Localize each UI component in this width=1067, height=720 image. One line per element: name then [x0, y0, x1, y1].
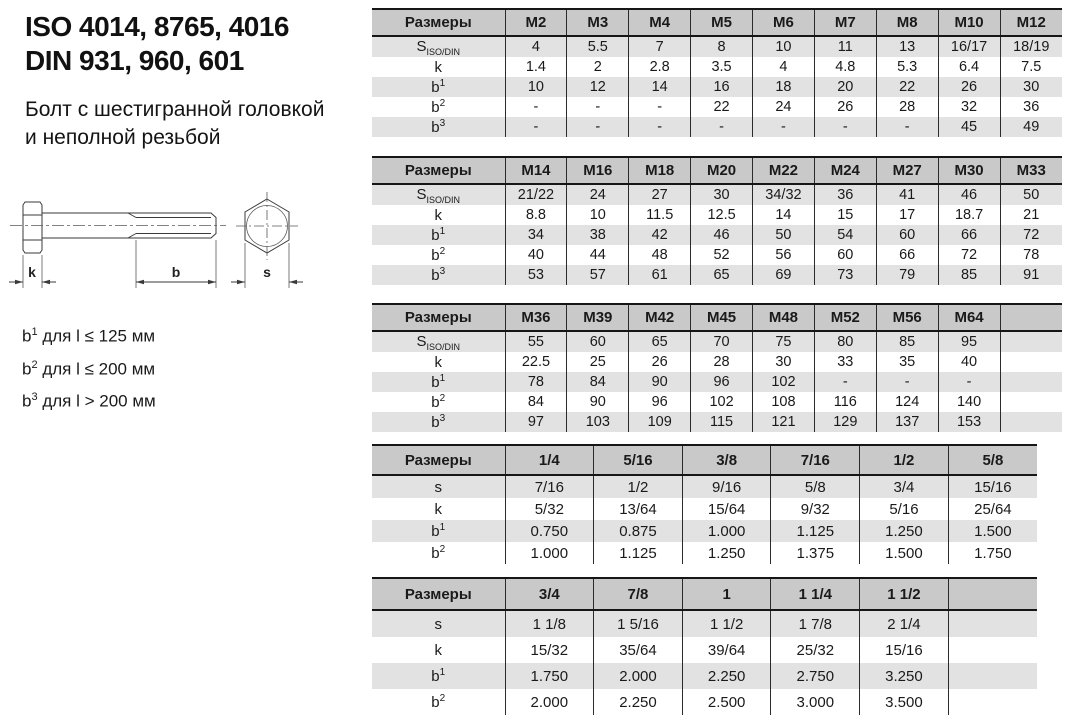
dim-value-cell: 35/64	[594, 637, 683, 663]
dim-value-cell: 46	[691, 225, 753, 245]
dim-value-cell: 5.3	[876, 57, 938, 77]
dim-value-cell: 1/2	[594, 475, 683, 498]
dim-value-cell: 2.8	[629, 57, 691, 77]
dim-value-cell: 15/16	[948, 475, 1037, 498]
row-label: $b^1$	[372, 372, 505, 392]
dim-value-cell: 56	[753, 245, 815, 265]
dim-value-cell: 36	[1000, 97, 1062, 117]
dim-value-cell: 2.000	[505, 689, 594, 715]
size-header-M33: M33	[1000, 157, 1062, 184]
dim-value-cell: 1.500	[860, 542, 949, 564]
dim-value-cell: 53	[505, 265, 567, 285]
dim-value-cell: 40	[938, 352, 1000, 372]
table-row	[372, 637, 1037, 663]
dim-value-cell	[948, 689, 1037, 715]
row-label: $b^2$	[431, 392, 446, 411]
dim-value-cell: 103	[567, 412, 629, 432]
dim-value-cell: 90	[567, 392, 629, 412]
dim-value-cell: 18.7	[938, 205, 1000, 225]
size-header-3/8: 3/8	[682, 445, 771, 475]
dim-value-cell: 3.000	[771, 689, 860, 715]
row-label: k	[434, 206, 442, 224]
size-header-M6: M6	[753, 9, 815, 36]
dim-value-cell	[948, 610, 1037, 637]
row-label: $b^2$	[431, 543, 446, 562]
dim-value-cell: 0.750	[505, 520, 594, 542]
dim-label-k: k	[28, 264, 36, 280]
dim-value-cell: 7.5	[1000, 57, 1062, 77]
table-row	[372, 184, 1062, 205]
size-header-1 1/2: 1 1/2	[860, 578, 949, 610]
dim-value-cell: 16	[691, 77, 753, 97]
dim-value-cell: 75	[753, 331, 815, 352]
size-header-M20: M20	[691, 157, 753, 184]
dim-value-cell	[1000, 352, 1062, 372]
dim-label-b: b	[171, 264, 181, 280]
dim-value-cell: -	[629, 117, 691, 137]
dim-value-cell: 91	[1000, 265, 1062, 285]
row-label: $b^3$	[372, 117, 505, 137]
table-row	[372, 475, 1037, 498]
dim-value-cell: 8.8	[505, 205, 567, 225]
size-header-1/2: 1/2	[860, 445, 949, 475]
size-header-M27: M27	[876, 157, 938, 184]
dim-table-inch-large	[372, 577, 1037, 715]
dim-value-cell: 109	[629, 412, 691, 432]
dim-value-cell: 25/64	[948, 498, 1037, 520]
dim-value-cell: 84	[567, 372, 629, 392]
dim-value-cell: 4	[753, 57, 815, 77]
dim-value-cell: 22	[691, 97, 753, 117]
dim-value-cell: 1.500	[948, 520, 1037, 542]
table-row	[372, 352, 1062, 372]
dim-value-cell: 15/16	[860, 637, 949, 663]
dim-value-cell: 10	[505, 77, 567, 97]
dim-value-cell: 57	[567, 265, 629, 285]
size-header-1/4: 1/4	[505, 445, 594, 475]
dim-value-cell: 16/17	[938, 36, 1000, 57]
size-header-M39: M39	[567, 304, 629, 331]
dim-value-cell: 72	[1000, 225, 1062, 245]
size-header-3/4: 3/4	[505, 578, 594, 610]
dim-value-cell: 2 1/4	[860, 610, 949, 637]
dim-value-cell: 1 5/16	[594, 610, 683, 637]
dim-value-cell: 2.500	[682, 689, 771, 715]
dim-value-cell: 1.000	[682, 520, 771, 542]
size-header-M24: M24	[814, 157, 876, 184]
dim-value-cell: 30	[1000, 77, 1062, 97]
dim-value-cell: 25/32	[771, 637, 860, 663]
dim-value-cell: 78	[1000, 245, 1062, 265]
dim-value-cell: 34	[505, 225, 567, 245]
dim-value-cell: 35	[876, 352, 938, 372]
dim-value-cell: 40	[505, 245, 567, 265]
dim-value-cell	[1000, 331, 1062, 352]
dim-value-cell: 108	[753, 392, 815, 412]
dim-value-cell: 121	[753, 412, 815, 432]
size-header-M5: M5	[691, 9, 753, 36]
dim-value-cell: 30	[753, 352, 815, 372]
size-header-7/8: 7/8	[594, 578, 683, 610]
dim-label-s: s	[263, 264, 271, 280]
size-header-M14: M14	[505, 157, 567, 184]
dim-value-cell: 11.5	[629, 205, 691, 225]
dim-value-cell: 1.375	[771, 542, 860, 564]
size-column-title: Размеры	[372, 9, 505, 36]
size-header-M30: M30	[938, 157, 1000, 184]
row-label: $b^1$	[372, 663, 505, 689]
dim-value-cell: 54	[814, 225, 876, 245]
dim-value-cell: 28	[876, 97, 938, 117]
dim-value-cell: 4.8	[814, 57, 876, 77]
dim-value-cell: 61	[629, 265, 691, 285]
dim-table-metric-m2-m12	[372, 8, 1062, 137]
dim-value-cell: 1.750	[948, 542, 1037, 564]
size-header-M56: M56	[876, 304, 938, 331]
dim-value-cell: 41	[876, 184, 938, 205]
dim-value-cell: 1 1/2	[682, 610, 771, 637]
dim-value-cell: 21/22	[505, 184, 567, 205]
dim-value-cell: 1.4	[505, 57, 567, 77]
table-row	[372, 331, 1062, 352]
dim-table-metric-m14-m33	[372, 156, 1062, 285]
row-label: k	[434, 641, 442, 659]
dim-value-cell: 34/32	[753, 184, 815, 205]
dim-value-cell: 24	[567, 184, 629, 205]
dim-value-cell: -	[938, 372, 1000, 392]
dim-value-cell: 69	[753, 265, 815, 285]
dim-value-cell: 140	[938, 392, 1000, 412]
size-header-M16: M16	[567, 157, 629, 184]
dim-value-cell: 3.5	[691, 57, 753, 77]
dim-value-cell: 85	[938, 265, 1000, 285]
dim-value-cell: 84	[505, 392, 567, 412]
dim-value-cell: 12	[567, 77, 629, 97]
dim-value-cell: 52	[691, 245, 753, 265]
size-header-M12: M12	[1000, 9, 1062, 36]
table-row	[372, 412, 1062, 432]
dim-value-cell	[948, 663, 1037, 689]
dim-value-cell: 50	[1000, 184, 1062, 205]
row-label: $b^1$	[372, 225, 505, 245]
table-row	[372, 77, 1062, 97]
dim-value-cell: 153	[938, 412, 1000, 432]
iso-standards-line: ISO 4014, 8765, 4016	[25, 11, 289, 42]
dim-value-cell: 42	[629, 225, 691, 245]
table-row	[372, 225, 1062, 245]
bolt-head-outline	[23, 202, 42, 253]
dim-value-cell: 11	[814, 36, 876, 57]
dim-value-cell: 14	[753, 205, 815, 225]
dim-value-cell: 72	[938, 245, 1000, 265]
dim-value-cell: 50	[753, 225, 815, 245]
dim-value-cell: 65	[691, 265, 753, 285]
dim-value-cell: 96	[629, 392, 691, 412]
part-description-line2: и неполной резьбой	[25, 126, 221, 149]
part-description	[25, 96, 324, 152]
size-column-title: Размеры	[372, 445, 505, 475]
dim-value-cell: 22.5	[505, 352, 567, 372]
dim-value-cell	[948, 637, 1037, 663]
dim-value-cell: 96	[691, 372, 753, 392]
dim-value-cell: 2.250	[594, 689, 683, 715]
size-header-M3: M3	[567, 9, 629, 36]
dim-value-cell: -	[876, 372, 938, 392]
row-label: $b^2$	[431, 692, 446, 711]
dim-value-cell: 137	[876, 412, 938, 432]
row-label: $b^1$	[372, 520, 505, 542]
dim-value-cell: 70	[691, 331, 753, 352]
dim-value-cell: 28	[691, 352, 753, 372]
dim-value-cell: 20	[814, 77, 876, 97]
dim-value-cell: 44	[567, 245, 629, 265]
dim-value-cell: 66	[876, 245, 938, 265]
dim-table-inch-small	[372, 444, 1037, 564]
size-header-5/8: 5/8	[948, 445, 1037, 475]
dim-value-cell: 33	[814, 352, 876, 372]
dim-value-cell: -	[629, 97, 691, 117]
table-row	[372, 663, 1037, 689]
table-row	[372, 57, 1062, 77]
dim-value-cell: 14	[629, 77, 691, 97]
size-column-title: Размеры	[372, 304, 505, 331]
bolt-technical-drawing	[4, 188, 324, 300]
dim-value-cell: 39/64	[682, 637, 771, 663]
row-label: $b^1$	[372, 77, 505, 97]
dim-value-cell	[1000, 372, 1062, 392]
dim-value-cell: 1 1/8	[505, 610, 594, 637]
row-label: s	[372, 475, 505, 498]
dim-value-cell: -	[814, 117, 876, 137]
dim-value-cell: -	[505, 117, 567, 137]
dim-value-cell: 26	[629, 352, 691, 372]
dim-value-cell: 24	[753, 97, 815, 117]
size-header-M7: M7	[814, 9, 876, 36]
dim-value-cell: 2.750	[771, 663, 860, 689]
size-header-M8: M8	[876, 9, 938, 36]
dim-value-cell	[1000, 392, 1062, 412]
size-header-M64: M64	[938, 304, 1000, 331]
dim-value-cell: 3.500	[860, 689, 949, 715]
standards-title	[25, 10, 289, 78]
table-row	[372, 36, 1062, 57]
dim-value-cell: 55	[505, 331, 567, 352]
row-label: $b^3$	[372, 412, 505, 432]
dim-value-cell: 90	[629, 372, 691, 392]
size-column-title: Размеры	[372, 157, 505, 184]
dim-value-cell: -	[753, 117, 815, 137]
dim-value-cell: 60	[876, 225, 938, 245]
size-header-1 1/4: 1 1/4	[771, 578, 860, 610]
table-row	[372, 245, 1062, 265]
row-label: k	[434, 58, 442, 76]
table-row	[372, 392, 1062, 412]
size-column-title: Размеры	[372, 578, 505, 610]
dim-value-cell: -	[567, 97, 629, 117]
dim-value-cell: 18/19	[1000, 36, 1062, 57]
dim-value-cell: 66	[938, 225, 1000, 245]
dim-value-cell: 36	[814, 184, 876, 205]
row-label: $b^3$	[372, 265, 505, 285]
dim-value-cell: 60	[814, 245, 876, 265]
dim-value-cell: 17	[876, 205, 938, 225]
dim-value-cell: 95	[938, 331, 1000, 352]
dim-value-cell: 5/16	[860, 498, 949, 520]
dim-value-cell: -	[567, 117, 629, 137]
dim-value-cell: 3/4	[860, 475, 949, 498]
dim-value-cell: 124	[876, 392, 938, 412]
dim-value-cell	[1000, 412, 1062, 432]
note-b1: $b^1$ для l ≤ 125 мм	[22, 326, 156, 346]
table-row	[372, 520, 1037, 542]
size-header-empty	[1000, 304, 1062, 331]
size-header-M22: M22	[753, 157, 815, 184]
table-row	[372, 610, 1037, 637]
dim-value-cell: 49	[1000, 117, 1062, 137]
size-header-M48: M48	[753, 304, 815, 331]
size-header-5/16: 5/16	[594, 445, 683, 475]
row-label: $S_{ISO/DIN}$	[372, 331, 505, 352]
dim-value-cell: 129	[814, 412, 876, 432]
dim-value-cell: 3.250	[860, 663, 949, 689]
dim-value-cell: 12.5	[691, 205, 753, 225]
size-header-M42: M42	[629, 304, 691, 331]
dim-value-cell: -	[876, 117, 938, 137]
dim-value-cell: -	[691, 117, 753, 137]
dim-value-cell: 6.4	[938, 57, 1000, 77]
size-header-1: 1	[682, 578, 771, 610]
dim-value-cell: 45	[938, 117, 1000, 137]
dim-value-cell: 1 7/8	[771, 610, 860, 637]
dim-value-cell: 73	[814, 265, 876, 285]
dim-value-cell: 26	[938, 77, 1000, 97]
size-header-M52: M52	[814, 304, 876, 331]
size-header-7/16: 7/16	[771, 445, 860, 475]
dim-value-cell: 78	[505, 372, 567, 392]
dim-value-cell: 48	[629, 245, 691, 265]
dim-value-cell: 65	[629, 331, 691, 352]
row-label: $b^2$	[431, 245, 446, 264]
dim-value-cell: 5/32	[505, 498, 594, 520]
dim-value-cell: 2.250	[682, 663, 771, 689]
size-header-M10: M10	[938, 9, 1000, 36]
row-label: $S_{ISO/DIN}$	[372, 36, 505, 57]
dim-table-metric-m36-m64	[372, 303, 1062, 432]
size-header-M4: M4	[629, 9, 691, 36]
dim-value-cell: 115	[691, 412, 753, 432]
size-header-M36: M36	[505, 304, 567, 331]
dim-value-cell: -	[814, 372, 876, 392]
dim-value-cell: 32	[938, 97, 1000, 117]
dim-value-cell: 13	[876, 36, 938, 57]
dim-value-cell: 21	[1000, 205, 1062, 225]
size-header-M45: M45	[691, 304, 753, 331]
dim-value-cell: 15/64	[682, 498, 771, 520]
dim-value-cell: 15/32	[505, 637, 594, 663]
dim-value-cell: 5/8	[771, 475, 860, 498]
dim-value-cell: 1.000	[505, 542, 594, 564]
dim-value-cell: 18	[753, 77, 815, 97]
dim-value-cell: 9/32	[771, 498, 860, 520]
dim-value-cell: 1.750	[505, 663, 594, 689]
dim-value-cell: 13/64	[594, 498, 683, 520]
dim-value-cell: 2.000	[594, 663, 683, 689]
table-row	[372, 117, 1062, 137]
table-row	[372, 689, 1037, 715]
row-label: k	[434, 353, 442, 371]
row-label: s	[372, 610, 505, 637]
table-row	[372, 542, 1037, 564]
row-label: $b^2$	[431, 97, 446, 116]
size-header-empty	[948, 578, 1037, 610]
dim-value-cell: 25	[567, 352, 629, 372]
row-label: k	[434, 500, 442, 518]
dim-value-cell: 1.250	[860, 520, 949, 542]
dim-value-cell: 5.5	[567, 36, 629, 57]
dim-value-cell: 7	[629, 36, 691, 57]
dim-value-cell: 8	[691, 36, 753, 57]
dim-value-cell: 97	[505, 412, 567, 432]
dim-value-cell: 80	[814, 331, 876, 352]
size-header-M18: M18	[629, 157, 691, 184]
dim-value-cell: 102	[753, 372, 815, 392]
dim-value-cell: 60	[567, 331, 629, 352]
dim-value-cell: 85	[876, 331, 938, 352]
dim-value-cell: 116	[814, 392, 876, 412]
dim-value-cell: 46	[938, 184, 1000, 205]
table-row	[372, 498, 1037, 520]
dim-value-cell: 10	[753, 36, 815, 57]
dim-value-cell: 7/16	[505, 475, 594, 498]
dim-value-cell: 0.875	[594, 520, 683, 542]
part-description-line1: Болт с шестигранной головкой	[25, 98, 325, 121]
dim-value-cell: 26	[814, 97, 876, 117]
dim-value-cell: 38	[567, 225, 629, 245]
note-b3: $b^3$ для l > 200 мм	[22, 391, 156, 411]
size-header-M2: M2	[505, 9, 567, 36]
dim-value-cell: 4	[505, 36, 567, 57]
table-row	[372, 372, 1062, 392]
dim-value-cell: -	[505, 97, 567, 117]
dim-value-cell: 1.125	[594, 542, 683, 564]
thread-length-notes	[22, 318, 156, 416]
row-label: $S_{ISO/DIN}$	[372, 184, 505, 205]
dim-value-cell: 1.125	[771, 520, 860, 542]
dim-value-cell: 1.250	[682, 542, 771, 564]
din-standards-line: DIN 931, 960, 601	[25, 45, 244, 76]
dim-value-cell: 9/16	[682, 475, 771, 498]
dim-value-cell: 10	[567, 205, 629, 225]
dim-value-cell: 15	[814, 205, 876, 225]
dim-value-cell: 27	[629, 184, 691, 205]
dim-value-cell: 30	[691, 184, 753, 205]
table-row	[372, 97, 1062, 117]
note-b2: $b^2$ для l ≤ 200 мм	[22, 358, 156, 379]
table-row	[372, 265, 1062, 285]
table-row	[372, 205, 1062, 225]
dim-value-cell: 102	[691, 392, 753, 412]
dim-value-cell: 2	[567, 57, 629, 77]
dim-value-cell: 79	[876, 265, 938, 285]
dim-value-cell: 22	[876, 77, 938, 97]
